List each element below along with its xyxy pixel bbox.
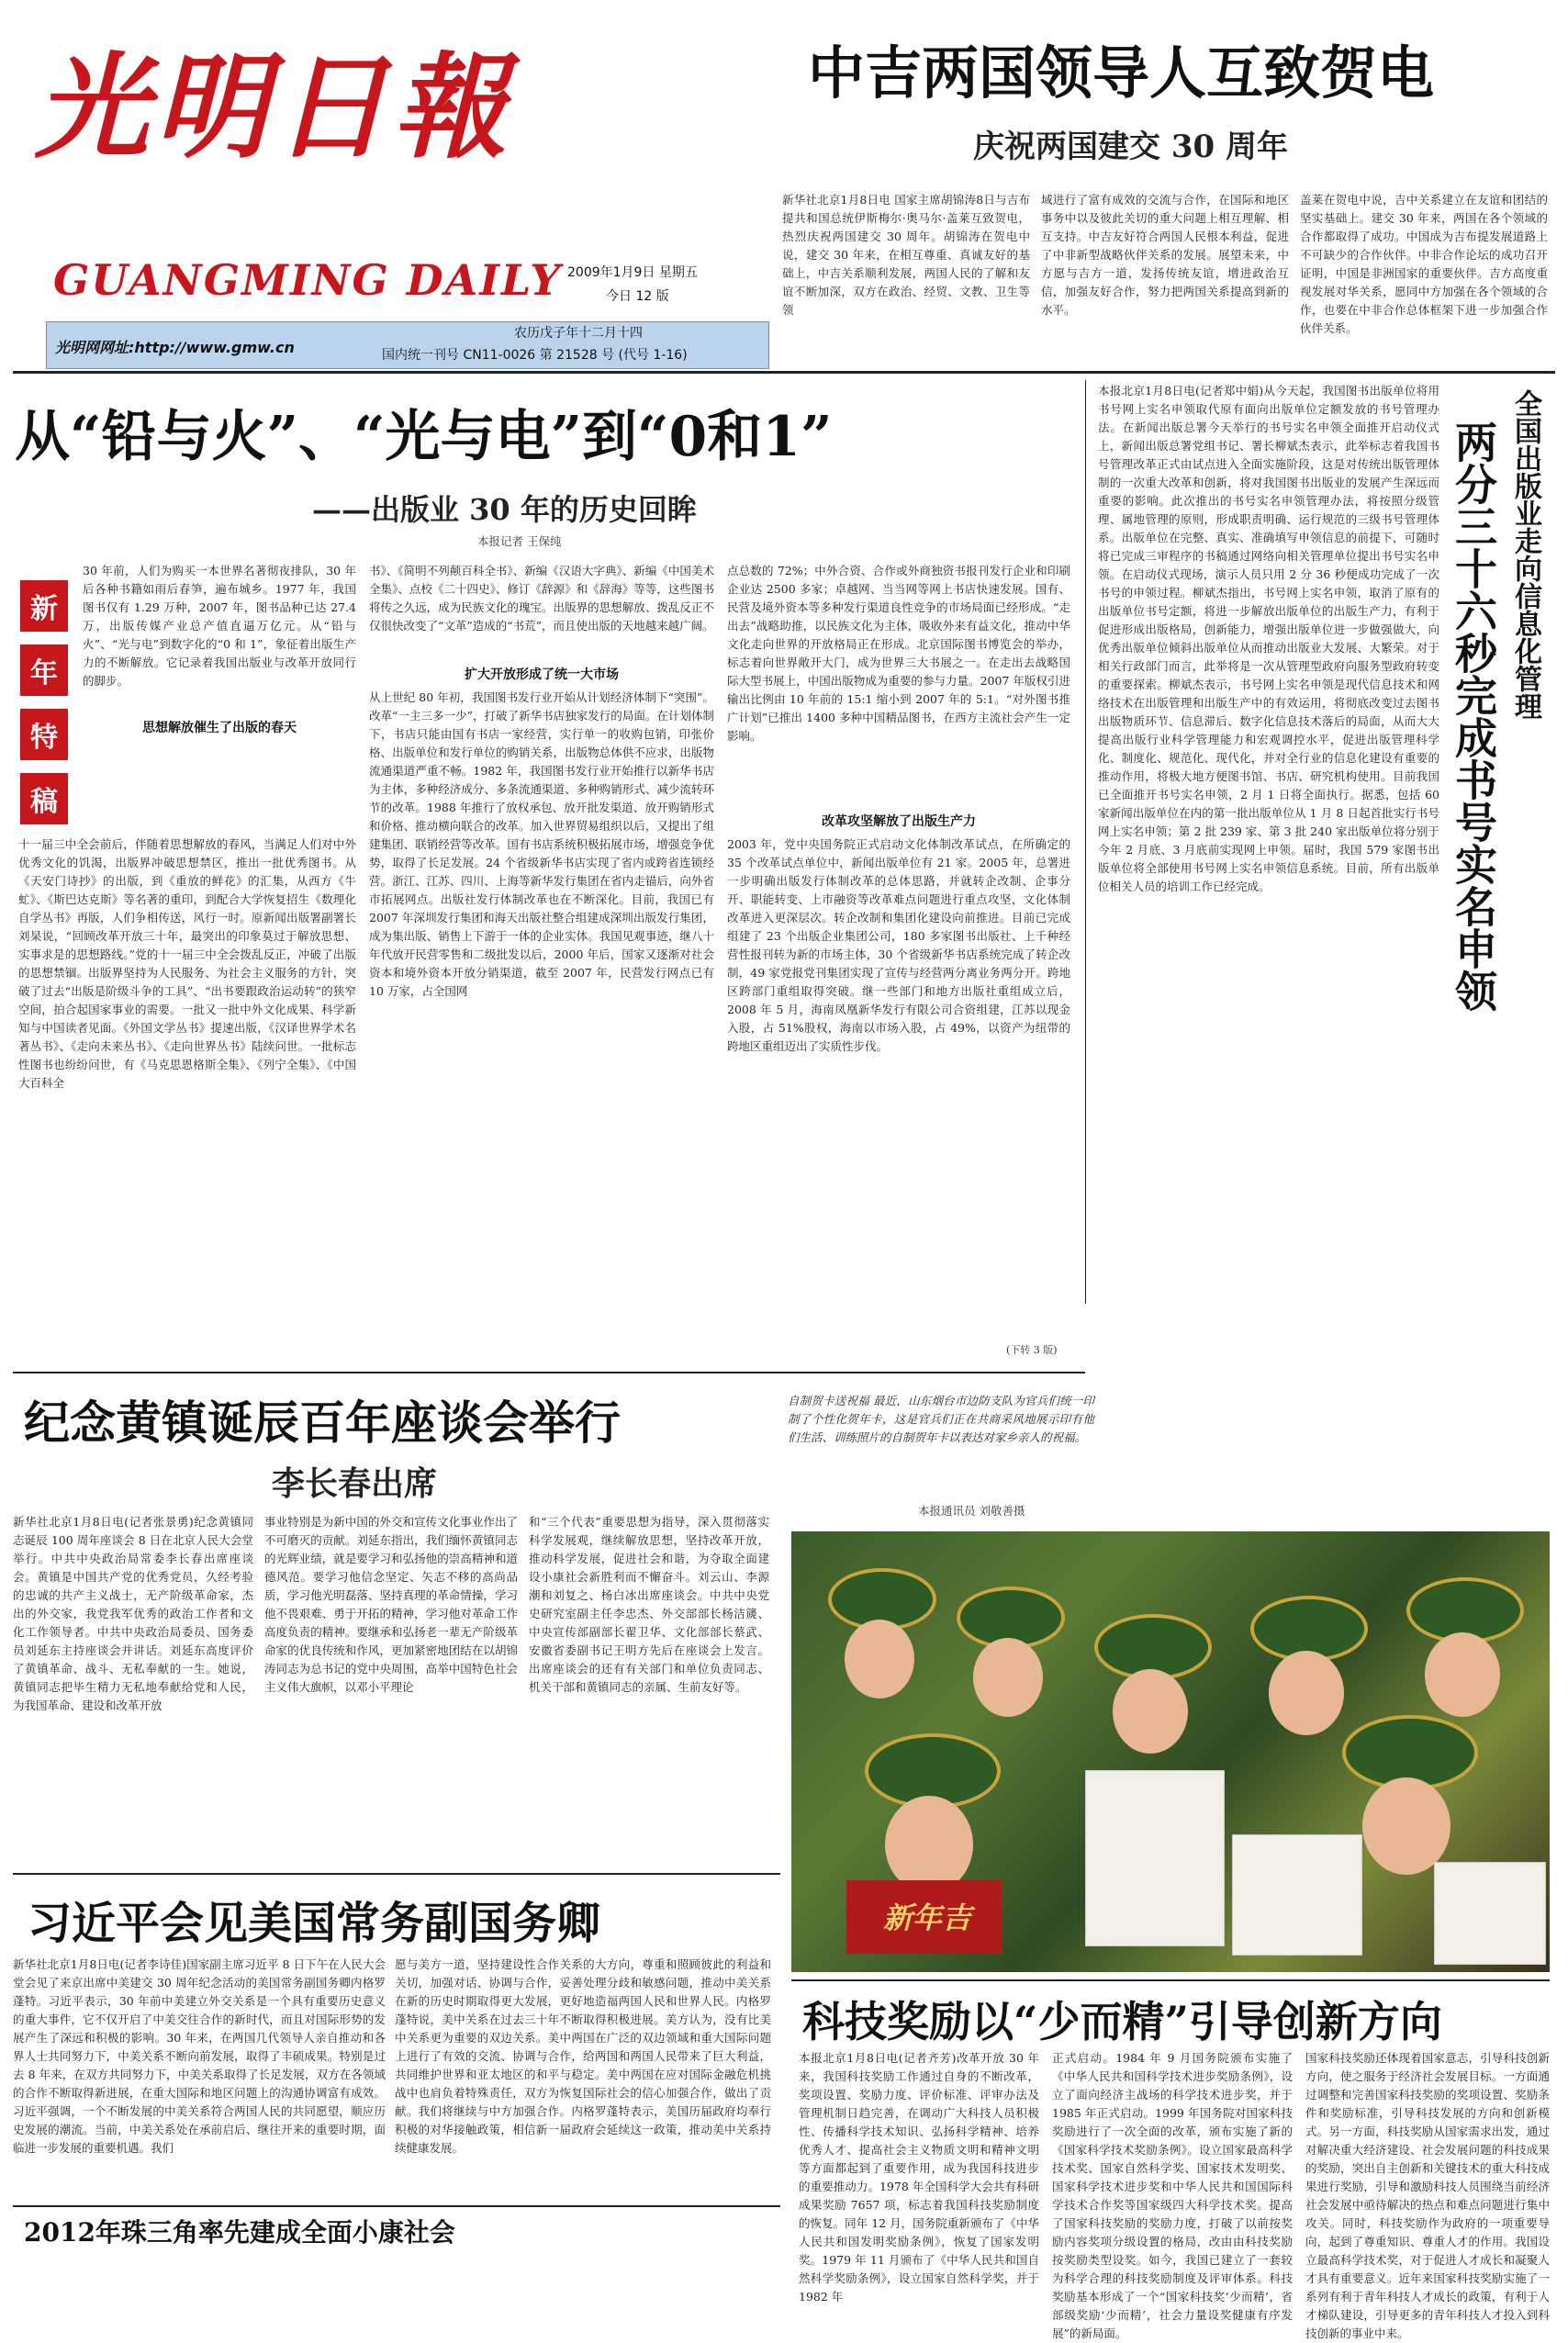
huang-subhead: 李长春出席 (272, 1464, 438, 1503)
publishing-section2-title: 扩大开放形成了统一大市场 (465, 667, 619, 682)
soldier-face (1269, 1651, 1344, 1735)
masthead-date: 2009年1月9日 星期五 (567, 265, 698, 280)
tech-col1: 本报北京1月8日电(记者齐芳)改革开放 30 年来，我国科技奖励工作通过自身的不断改革，奖项设置、奖励力度、评价标准、评审办法及管理机制日趋完善，在调动广大科技人员积极性、传播科学技术知识、弘扬科学精神、培养优秀人才、提高社会主义物质文明和精神文明等方面都起到了重要作用，成为我国科技进步的重要推动力。1978 年全国科学大会共有科研成果奖励 7657 项，标志着我国科技奖励制度的恢复。同年 12 月，国务院重新颁布了《中华人民共和国发明奖励条例》，恢复了国家发明奖。1979 年 11 月颁布了《中华人民共和国自然科学奖励条例》，设立国家自然科学奖，并于 1982 年 (799, 2051, 1039, 2304)
top-story-col1: 新华社北京1月8日电 国家主席胡锦涛8日与吉布提共和国总统伊斯梅尔·奥马尔·盖莱互致贺电，热烈庆祝两国建交 30 周年。胡锦涛在贺电中说，建交 30 年来，在相互尊重、真诚友好的基础上，中吉关系顺利发展，两国人民的了解和友谊不断加深，双方在政治、经贸、文教、卫生等领 (782, 193, 1030, 317)
publishing-intro: 30 年前，人们为购买一本世界名著彻夜排队，30 年后各种书籍如雨后春笋，遍布城乡。1977 年，我国图书仅有 1.29 万种，2007 年，图书品种已达 27.4 万，出版传媒产业总产值直逼万亿元。从“铅与火”、“光与电”到数字化的“0 和 1”，象征着出版生产力的不断解放。它记录着我国出版业与改革开放同行的脚步。 (83, 564, 356, 688)
soldier-face (1425, 1632, 1500, 1717)
divider-tech (791, 1979, 1550, 1981)
tech-col3: 国家科技奖励还体现着国家意志，引导科技创新方向，使之服务于经济社会发展目标。一方面通过调整和完善国家科技奖励的奖项设置、奖励条件和奖励标准，引导科技发展的方向和创新模式。另一方面，科技奖励从国家需求出发，通过对解决重大经济建设、社会发展问题的科技成果的奖励，突出自主创新和关键技术的重大科技成果进行奖励，引导和激励科技人员围绕当前经济社会发展中亟待解决的热点和难点问题进行集中攻关。同时，科技奖励作为政府的一项重要导向，起到了尊重知识、尊重人才的作用。我国设立最高科学技术奖，对于促进人才成长和凝聚人才具有重要意义。近年来国家科技奖励实施了一系列有利于青年科技人才成长的政策，有利于人才梯队建设，引导更多的青年科技人才投入到科技创新的事业中来。 (1305, 2051, 1550, 2340)
soldier-face (845, 1620, 914, 1698)
book-id-side-headline: 全国出版业走向信息化管理 (1509, 389, 1541, 720)
publishing-byline: 本报记者 王保纯 (477, 534, 562, 548)
greeting-card (1232, 1834, 1362, 1956)
masthead-pages: 今日 12 版 (606, 289, 669, 304)
masthead-website[interactable]: 光明网网址:http://www.gmw.cn (55, 339, 295, 356)
photo-credit: 本报通讯员 刘敬善摄 (918, 1504, 1025, 1518)
masthead-title-cn: 光明日報 (35, 41, 513, 174)
xi-col1: 新华社北京1月8日电(记者李诗佳)国家副主席习近平 8 日下午在人民大会堂会见了来京出席中美建交 30 周年纪念活动的美国常务副国务卿内格罗蓬特。习近平表示，30 年前中美建立外交关系是一个具有重要历史意义的重大事件，它不仅开启了中美交往合作的新时代，而且对国际形势的发展产生了深远和积极的影响。30 年来，在两国几代领导人亲自推动和各界人士共同努力下，中美关系不断向前发展，取得了丰硕成果。特别是过去 8 年来，在双方共同努力下，中美关系取得了长足发展，双方在各领域的合作不断取得新进展，在重大国际和地区问题上的沟通协调富有成效。习近平强调，一个不断发展的中美关系符合两国人民的共同愿望，顺应历史发展的潮流。当前，中美关系处在承前启后、继往开来的重要时期，面临进一步发展的重要机遇。我们 (13, 1957, 386, 2155)
book-id-body: 本报北京1月8日电(记者郑中娟)从今天起，我国图书出版单位将用书号网上实名申领取代原有面向出版单位定额发放的书号管理办法。在新闻出版总署今天举行的书号实名申领全面推开启动仪式上，新闻出版总署党组书记、署长柳斌杰表示，此举标志着我国书号管理改革正式由试点进入全面实施阶段，这是对传统出版管理体制的一次重大改革和创新，将对我国图书出版业的发展产生深远而重要的影响。此次推出的书号实名申领管理办法，将按照分级管理、属地管理的原则，形成职责明确、运行规范的三级书号管理体系。出版单位在完整、真实、准确填写申领信息的前提下，可随时将已完成三审程序的书稿通过网络向相关管理单位提出书号实名申领。在启动仪式现场，演示人员只用 2 分 36 秒便成功完成了一次书号的申领过程。柳斌杰指出，书号网上实名申领，取消了原有的出版单位书号定额，将进一步解放出版单位的出版生产力，有利于促进形成出版格局，创新能力，增强出版单位进一步做强做大，向优秀出版单位倾斜出版单位从而推动出版业大发展、大繁荣。对于相关行政部门而言，此举将是一次从管理型政府向服务型政府转变的重要探索。柳斌杰表示，书号网上实名申领是现代信息技术和网络技术在出版管理和出版生产中的有效运用，将彻底改变过去图书出版物质环节、信息滞后、数字化信息技术落后的局面，从而大大提高出版行业科学管理能力和宏观调控水平，促进出版管理科学化、制度化、规范化、现代化，并对全行业的信息化建设有重要的推动作用，将极大地方便图书馆、书店、研究机构使用。目前我国已全面推开书号实名申领，2 月 1 日将全面执行。据悉，包括 60 家新闻出版单位在内的第一批出版单位从 1 月 8 日起首批实行书号网上实名申领；第 2 批 239 家、第 3 批 240 家出版单位将分别于今年 2 月底、3 月底前实现网上申领。届时，我国 579 家图书出版单位将全部使用书号网上实名申领信息系统。目前，所有出版单位相关人员的培训工作已经完成。 (1098, 384, 1439, 893)
special-tag-char-1: 新 (20, 580, 68, 632)
publishing-section3-body: 2003 年，党中央国务院正式启动文化体制改革试点，在所确定的 35 个改革试点单位中，新闻出版单位有 21 家。2005 年，总署进一步明确出版发行体制改革的总体思路，并就转企改制、企事分开、职能转变、上市融资等改革难点问题进行重点攻坚，文化体制改革进入更深层次。转企改制和集团化建设向前推进。目前已完成组建了 23 个出版企业集团公司，180 多家图书出版社、上千种经营性报刊转为新的市场主体，30 个省级新华书店系统完成了转企改制，49 家党报党刊集团实现了宣传与经营两分离业务两分开。跨地区跨部门重组取得突破。继一些部门和地方出版社重组成立后，2008 年 5 月，海南凤凰新华发行有限公司合资组建，江苏以现金入股，占 51%股权，海南以市场入股，占 49%，以资产为纽带的跨地区重组迈出了实质性步伐。 (727, 837, 1070, 1053)
publishing-section3-title: 改革攻坚解放了出版生产力 (822, 814, 976, 829)
xi-col2: 愿与美方一道，坚持建设性合作关系的大方向，尊重和照顾彼此的利益和关切，加强对话、协调与合作，妥善处理分歧和敏感问题，推动中美关系在新的历史时期取得更大发展，更好地造福两国人民和世界人民。内格罗蓬特说，美中关系在过去三十年不断取得积极进展。美方认为，没有比美中关系更为重要的双边关系。美中两国在广泛的双边领域和重大国际问题上进行了有效的交流、协调与合作，给两国和两国人民带来了巨大利益，共同维护世界和亚太地区的和平与稳定。美中两国在应对国际金融危机挑战中也肩负着特殊责任，双方为恢复国际社会的信心加强合作，做出了贡献。我们将继续与中方加强合作。内格罗蓬特表示，美国历届政府均奉行积极的对华接触政策，相信新一届政府会延续这一政策，推动美中关系持续健康发展。 (395, 1957, 771, 2155)
prd-headline: 2012年珠三角率先建成全面小康社会 (24, 2217, 455, 2248)
publishing-subhead: ——出版业 30 年的历史回眸 (312, 492, 697, 527)
tech-col2: 正式启动。1984 年 9 月国务院颁布实施了《中华人民共和国科学技术进步奖励条例》，设立了面向经济主战场的科学技术进步奖，并于 1985 年正式启动。1999 年国务院对国家科技奖励进行了一次全面的改革，颁布实施了新的《国家科学技术奖励条例》。设立国家最高科学技术奖、国家自然科学奖、国家技术发明奖、国家科学技术进步奖和中华人民共和国国际科学技术合作奖等国家级四大科学技术奖。提高了国家科技奖励的奖励力度，打破了以前按奖励内容奖项分级设置的格局，改由由科技奖励按奖励类型设奖。如今，我国已建立了一套较为科学合理的科技奖励制度及评审体系。科技奖励基本形成了一个“国家科技奖‘少而精’，省部级奖励‘少而精’，社会力量设奖健康有序发展”的新局面。 (1052, 2051, 1293, 2340)
divider-lower-left (13, 1873, 780, 1875)
top-story-subhead: 庆祝两国建交 30 周年 (973, 129, 1288, 165)
masthead-title-en: GUANGMING DAILY (53, 255, 563, 305)
greeting-card (1085, 1770, 1225, 1946)
divider-prd (13, 2205, 780, 2207)
soldier-face (1362, 1777, 1450, 1875)
masthead (0, 0, 797, 376)
tech-headline: 科技奖励以“少而精”引导创新方向 (802, 1997, 1442, 2046)
publishing-section1-body: 十一届三中全会前后，伴随着思想解放的春风，当满足人们对中外优秀文化的饥渴，出版界冲破思想禁区，推出一批优秀图书。从《天安门诗抄》的出版，到《重放的鲜花》的汇集，从西方《牛虻》、《斯巴达克斯》等名著的重印，到配合大学恢复招生《数理化自学丛书》再版，人们争相传送，风行一时。原新闻出版署副署长刘杲说，“回顾改革开放三十年，最突出的印象莫过于解放思想、实事求是的思想路线。”党的十一届三中全会拨乱反正，冲破了出版的思想禁锢。出版界坚持为人民服务、为社会主义服务的方针，突破了过去“出版是阶级斗争的工具”、“出书要跟政治运动转”的狭窄空间，拍合起国家事业的需要。一批又一批中外文化成果、科学新知与中国读者见面。《外国文学丛书》提速出版，《汉译世界学术名著丛书》、《走向未来丛书》、《走向世界丛书》陆续问世。一批标志性图书也纷纷问世，有《马克思恩格斯全集》、《列宁全集》、《中国大百科全 (18, 837, 356, 1090)
greeting-card (1434, 1862, 1546, 1965)
publishing-section1-title: 思想解放催生了出版的春天 (142, 721, 297, 735)
soldier-face (973, 1638, 1043, 1717)
publishing-right-column: 点总数的 72%；中外合资、合作或外商独资书报刊发行企业和印刷企业达 2500 多家；卓越网、当当网等网上书店快速发展。国有、民营及境外资本等多种发行渠道良性竞争的市场局面已经形成。“走出去”战略助推，以民族文化为主体，吸收外来有益文化，推动中华文化走向世界的开放格局正在形成。北京国际图书博览会的举办，标志着向世界敞开大门，成为世界三大书展之一。在走出去战略国际大型书展上，中国出版物成为重要的参与力量。2007 年版权引进输出比例由 10 年前的 15:1 缩小到 2007 年的 5:1。“对外图书推广计划”已推出 1400 多种中国精品图书，在西方主流社会产生一定影响。 (727, 564, 1070, 743)
huang-col1: 新华社北京1月8日电(记者张景勇)纪念黄镇同志诞辰 100 周年座谈会 8 日在北京人民大会堂举行。中共中央政治局常委李长春出席座谈会。黄镇是中国共产党的优秀党员，久经考验的忠诚的共产主义战士，无产阶级革命家，杰出的外交家，我党我军优秀的政治工作者和文化工作领导者。中共中央政治局委员、国务委员刘延东主持座谈会并讲话。刘延东高度评价了黄镇革命、战斗、无私奉献的一生。她说，黄镇同志把毕生精力无私地奉献给党和人民，为我国革命、建设和改革开放 (13, 1515, 253, 1712)
divider-mid (13, 1372, 1085, 1373)
huang-col3: 和“三个代表”重要思想为指导，深入贯彻落实科学发展观，继续解放思想，坚持改革开放，推动科学发展，促进社会和谐，为夺取全面建设小康社会新胜利而不懈奋斗。刘云山、李源潮和刘复之、杨白冰出席座谈会。中共中央党史研究室副主任李忠杰、外交部部长杨洁篪、中央宣传部副部长翟卫华、文化部部长蔡武、安徽省委副书记王明方先后在座谈会上发言。出席座谈会的还有有关部门和单位负责同志、机关干部和黄镇同志的亲属、生前友好等。 (529, 1515, 769, 1694)
special-tag-char-2: 年 (20, 645, 68, 696)
photo-caption: 自制贺卡送祝福 最近，山东烟台市边防支队为官兵们统一印制了个性化贺年卡，这是官兵们正在共商采风地展示印有他们生活、训练照片的自制贺年卡以表达对家乡亲人的祝福。 (788, 1394, 1094, 1444)
huang-col2: 事业特别是为新中国的外交和宣传文化事业作出了不可磨灭的贡献。刘延东指出，我们缅怀黄镇同志的光辉业绩，就是要学习和弘扬他的崇高精神和道德风范。要学习他信念坚定、矢志不移的高尚品质，学习他光明磊落、坚持真理的革命情操，学习他不畏艰难、勇于开拓的精神，学习他对革命工作高度负责的精神。要继承和弘扬老一辈无产阶级革命家的优良传统和作风，更加紧密地团结在以胡锦涛同志为总书记的党中央周围，高举中国特色社会主义伟大旗帜，以邓小平理论 (264, 1515, 518, 1694)
special-tag-char-4: 稿 (20, 773, 68, 824)
huang-headline: 纪念黄镇诞辰百年座谈会举行 (24, 1396, 621, 1450)
special-tag-char-3: 特 (20, 709, 68, 760)
divider-vertical-right (1085, 380, 1086, 1304)
top-story-col3: 盖莱在贺电中说，吉中关系建立在友谊和团结的坚实基础上。建交 30 年来，两国在各个领域的合作都取得了成功。中国成为吉布提发展道路上不可缺少的合作伙伴。中非合作论坛的成功召开证明，中国是非洲国家的重要伙伴。吉方高度重视发展对华关系，愿同中方加强在各个领域的合作，也要在中非合作总体框架下进一步加强合作伙伴关系。 (1300, 193, 1548, 335)
book-id-headline: 两分三十六秒完成书号实名申领 (1449, 420, 1498, 1012)
masthead-lunar-date: 农历戊子年十二月十四 (514, 326, 643, 341)
greeting-card-text: 新年吉 (883, 1900, 972, 1935)
soldier-face (1113, 1669, 1188, 1754)
publishing-section2-body: 从上世纪 80 年初，我国图书发行业开始从计划经济体制下“突围”。改革“一主三多一少”，打破了新华书店独家发行的局面。在计划体制下，书店只能由国有书店一家经营，实行单一的收购包销，印张价格、出版单位和发行单位的购销关系，出版物总体供不应求，出版物流通渠道严重不畅。1982 年，我国图书发行业开始推行以新华书店为主体，多种经济成分、多条流通渠道、多种购销形式、减少流转环节的改革。1988 年推行了放权承包、放开批发渠道、放开购销形式和价格、推动横向联合的改革。加入世界贸易组织以后，又提出了组建集团、联销经营等改革。国有书店系统积极拓展市场，增强竞争优势，取得了长足发展。24 个省级新华书店实现了省内或跨省连锁经营。浙江、江苏、四川、上海等新华发行集团在省内走锚后，向外省市拓展网点。出版社发行体制改革也在不断深化。目前，我国已有 2007 年深圳发行集团和海天出版社整合组建成深圳出版发行集团，成为集出版、销售上下游于一体的企业实体。我国见观事迹，继八十年代放开民营零售和二级批发以后，2000 年后，国家又逐渐对社会资本和境外资本开放分销渠道，截至 2007 年，民营发行网点已有 10 万家，占全国网 (369, 690, 714, 998)
xi-headline: 习近平会见美国常务副国务卿 (28, 1898, 601, 1949)
top-story-headline: 中吉两国领导人互致贺电 (808, 39, 1435, 106)
soldiers-photo (791, 1531, 1550, 1972)
divider-top (13, 371, 1555, 374)
publishing-continued-note: (下转 3 版) (1006, 1344, 1058, 1356)
soldier-face (885, 1796, 973, 1893)
masthead-issue-number: 国内统一刊号 CN11-0026 第 21528 号 (代号 1-16) (382, 348, 688, 363)
top-story-col2: 域进行了富有成效的交流与合作，在国际和地区事务中以及彼此关切的重大问题上相互理解、相互支持。中吉友好符合两国人民根本利益，促进了中非新型战略伙伴关系的发展。展望未来，中方愿与吉方一道，发扬传统友谊，增进政治互信，加强友好合作，努力把两国关系提高到新的水平。 (1041, 193, 1289, 317)
publishing-mid-column-top: 书》、《简明不列颠百科全书》、新编《汉语大字典》、新编《中国美术全集》、点校《二十四史》、修订《辞源》和《辞海》等等，这些图书将传之久远，成为民族文化的瑰宝。出版界的思想解放、拨乱反正不仅很快改变了“文革”造成的“书荒”，而且使出版的天地越来越广阔。 (369, 564, 714, 633)
publishing-headline: 从“铅与火”、“光与电”到“0和1” (15, 405, 833, 469)
